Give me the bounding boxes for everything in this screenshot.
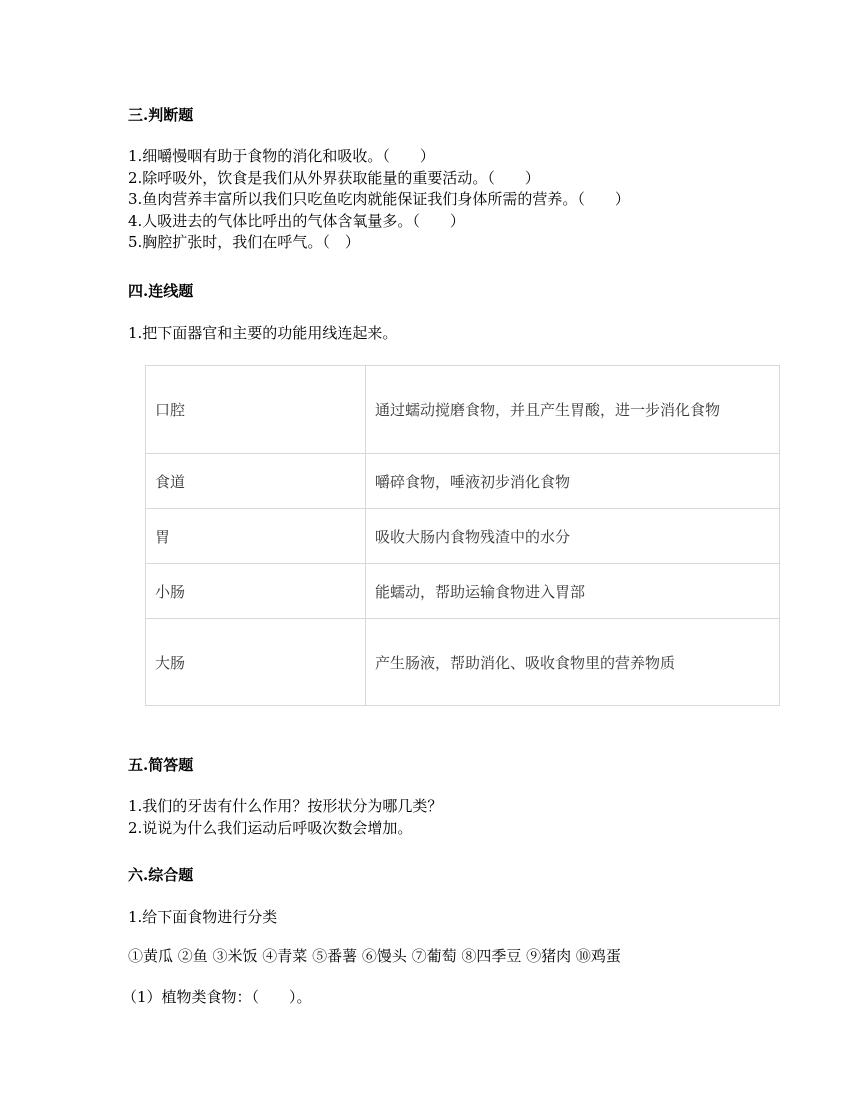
short-answer-question-2: 2.说说为什么我们运动后呼吸次数会增加。	[128, 818, 413, 837]
organ-cell: 胃	[146, 509, 366, 564]
matching-question: 1.把下面器官和主要的功能用线连起来。	[128, 324, 398, 342]
judgement-question-1: 1.细嚼慢咽有助于食物的消化和吸收。（ ）	[128, 147, 435, 165]
section-5-heading: 五.简答题	[128, 756, 194, 774]
organ-cell: 口腔	[146, 366, 366, 454]
organ-function-table	[145, 365, 780, 706]
section-3-heading: 三.判断题	[128, 106, 194, 124]
table-row	[146, 619, 780, 706]
food-list: ①黄瓜 ②鱼 ③米饭 ④青菜 ⑤番薯 ⑥馒头 ⑦葡萄 ⑧四季豆 ⑨猪肉 ⑩鸡蛋	[128, 947, 621, 965]
table-row	[146, 454, 780, 509]
function-cell: 嚼碎食物，唾液初步消化食物	[366, 454, 780, 509]
short-answer-list	[128, 796, 442, 839]
judgement-question-list	[128, 146, 630, 254]
judgement-question-5: 5.胸腔扩张时，我们在呼气。（ ）	[128, 233, 360, 252]
table-row	[146, 509, 780, 564]
function-cell: 产生肠液，帮助消化、吸收食物里的营养物质	[366, 619, 780, 706]
function-cell: 通过蠕动搅磨食物，并且产生胃酸，进一步消化食物	[366, 366, 780, 454]
judgement-question-4: 4.人吸进去的气体比呼出的气体含氧量多。（ ）	[128, 211, 465, 230]
table-row	[146, 366, 780, 454]
organ-cell: 食道	[146, 454, 366, 509]
section-6-heading: 六.综合题	[128, 866, 194, 884]
short-answer-question-1: 1.我们的牙齿有什么作用？按形状分为哪几类？	[128, 797, 443, 815]
function-cell: 吸收大肠内食物残渣中的水分	[366, 509, 780, 564]
judgement-question-2: 2.除呼吸外，饮食是我们从外界获取能量的重要活动。（ ）	[128, 168, 540, 187]
function-cell: 能蠕动，帮助运输食物进入胃部	[366, 564, 780, 619]
judgement-question-3: 3.鱼肉营养丰富所以我们只吃鱼吃肉就能保证我们身体所需的营养。（ ）	[128, 190, 630, 209]
organ-cell: 大肠	[146, 619, 366, 706]
plant-food-subquestion: （1）植物类食物：（ ）。	[122, 988, 312, 1006]
table-row	[146, 564, 780, 619]
classification-question: 1.给下面食物进行分类	[128, 908, 278, 926]
organ-cell: 小肠	[146, 564, 366, 619]
section-4-heading: 四.连线题	[128, 282, 194, 300]
